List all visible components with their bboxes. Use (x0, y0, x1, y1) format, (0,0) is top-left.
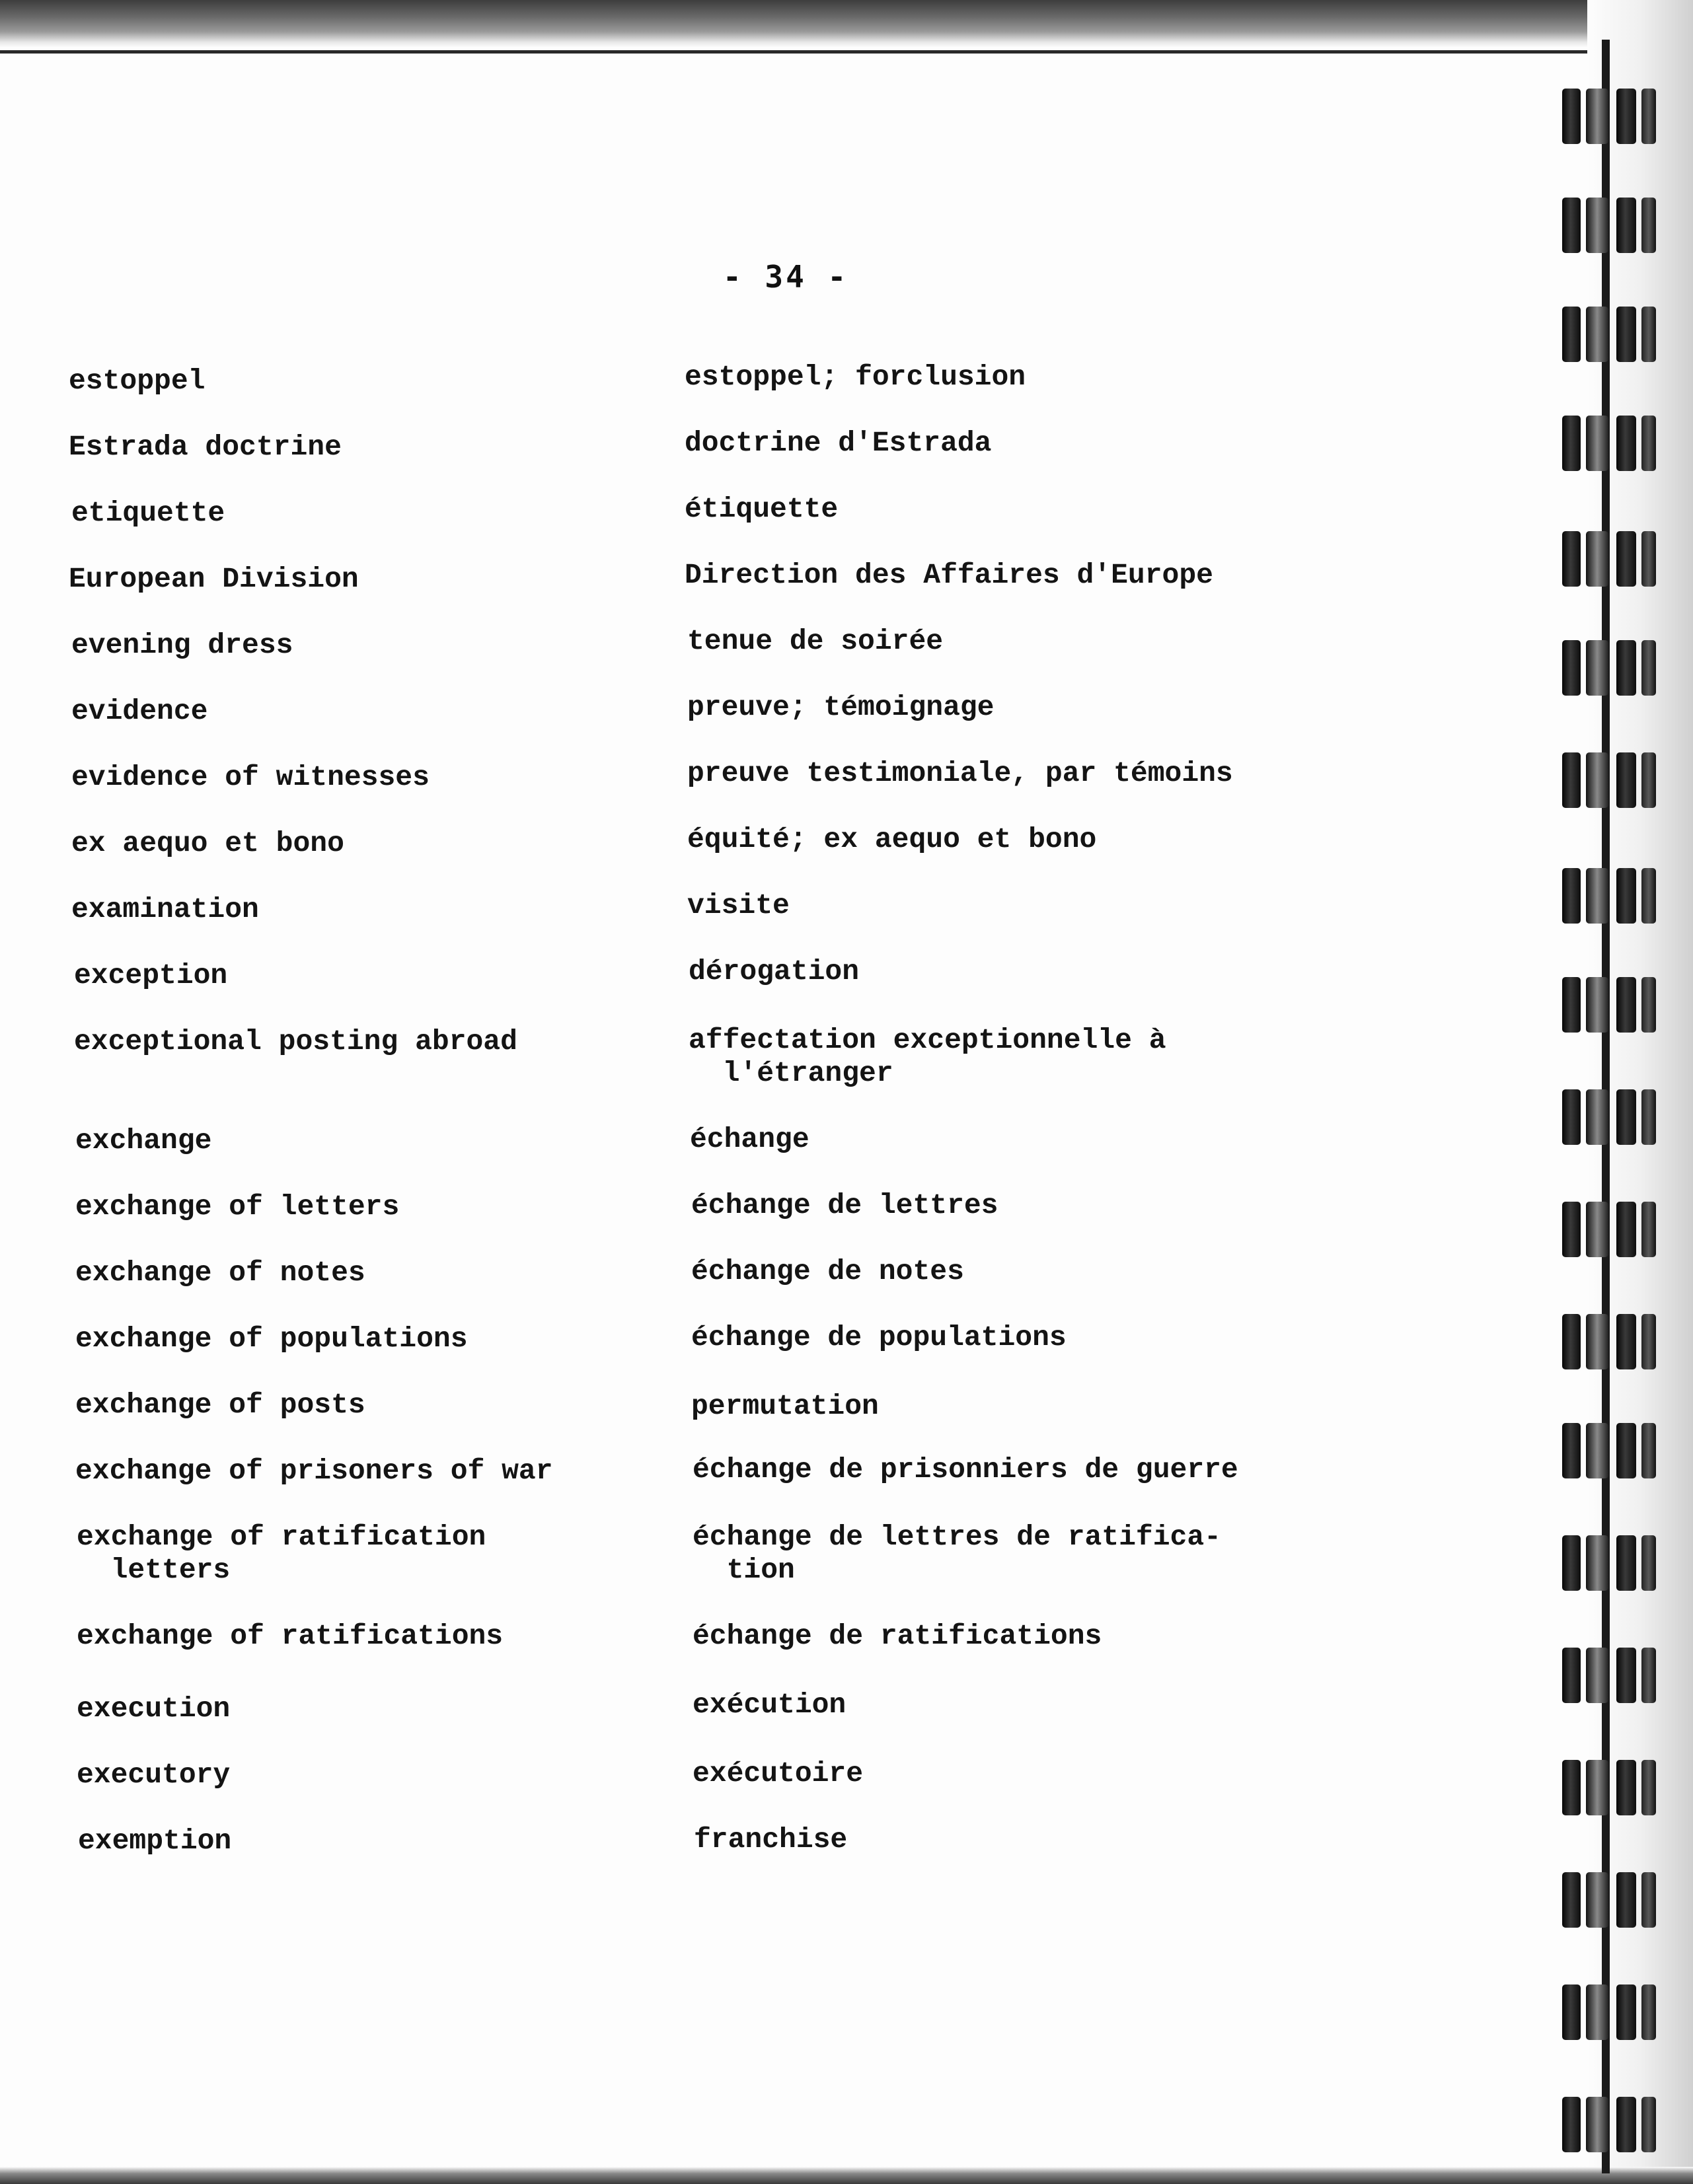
term-en: ex aequo et bono (71, 827, 344, 859)
term-fr: échange de populations (691, 1321, 1067, 1354)
binding-coil (1562, 974, 1661, 1035)
term-fr: dérogation (689, 955, 860, 988)
binding-coil (1562, 1757, 1661, 1818)
term-en: executory (77, 1759, 231, 1791)
term-en: exchange of notes (75, 1256, 365, 1289)
term-fr: exécutoire (693, 1757, 864, 1790)
term-en: evening dress (71, 629, 293, 661)
term-fr: tenue de soirée (687, 625, 944, 657)
scan-edge-bottom (0, 2167, 1693, 2184)
binding-coil (1562, 304, 1661, 365)
term-en: exchange of populations (75, 1323, 468, 1355)
term-fr: échange de ratifications (693, 1620, 1102, 1652)
term-en: exchange (75, 1124, 212, 1157)
term-fr: doctrine d'Estrada (685, 427, 992, 459)
binding-coil (1562, 195, 1661, 256)
page-number: - 34 - (723, 259, 849, 295)
term-fr: échange de prisonniers de guerre (693, 1453, 1238, 1486)
term-en: European Division (69, 563, 359, 595)
term-en: exemption (78, 1825, 232, 1857)
term-fr: Direction des Affaires d'Europe (685, 559, 1213, 591)
term-en: exception (74, 959, 228, 992)
binding-coil (1562, 1087, 1661, 1147)
term-en: exchange of letters (75, 1190, 400, 1223)
term-fr: estoppel; forclusion (685, 361, 1026, 393)
binding-coil (1562, 1982, 1661, 2043)
term-en: execution (77, 1693, 231, 1725)
term-fr: exécution (693, 1689, 846, 1721)
term-en: exchange of ratification letters (77, 1521, 486, 1586)
term-en: exchange of posts (75, 1389, 365, 1421)
binding-coil (1562, 637, 1661, 698)
binding-coil (1562, 1199, 1661, 1260)
binding-coil (1562, 750, 1661, 811)
term-fr: échange de notes (691, 1255, 964, 1288)
term-fr: échange (690, 1123, 809, 1155)
term-fr: équité; ex aequo et bono (687, 823, 1097, 855)
binding-coil (1562, 1311, 1661, 1372)
term-en: estoppel (69, 365, 206, 397)
term-fr: preuve testimoniale, par témoins (687, 757, 1233, 789)
term-fr: preuve; témoignage (687, 691, 995, 723)
binding-coil (1562, 528, 1661, 589)
page-top-border (0, 50, 1599, 54)
term-fr: visite (687, 889, 790, 922)
term-en: Estrada doctrine (69, 431, 342, 463)
scan-edge-top (0, 0, 1693, 48)
binding-coil (1562, 1645, 1661, 1706)
binding-coil (1562, 865, 1661, 926)
term-en: exchange of ratifications (77, 1620, 504, 1652)
term-fr: échange de lettres de ratifica- tion (693, 1521, 1221, 1586)
binding-coil (1562, 2094, 1661, 2155)
binding-coil (1562, 1420, 1661, 1481)
term-en: exceptional posting abroad (74, 1025, 517, 1058)
binding-coil (1562, 413, 1661, 474)
term-fr: franchise (694, 1823, 848, 1856)
binding-coil (1562, 1533, 1661, 1593)
binding-coil (1562, 86, 1661, 147)
term-fr: affectation exceptionnelle à l'étranger (689, 1024, 1166, 1089)
binding-coil (1562, 1870, 1661, 1930)
term-fr: étiquette (685, 493, 839, 525)
term-en: evidence (71, 695, 208, 727)
term-en: examination (71, 893, 259, 926)
term-fr: permutation (691, 1390, 879, 1422)
term-en: etiquette (71, 497, 225, 529)
term-en: exchange of prisoners of war (75, 1455, 553, 1487)
term-en: evidence of witnesses (71, 761, 430, 793)
term-fr: échange de lettres (691, 1189, 998, 1221)
